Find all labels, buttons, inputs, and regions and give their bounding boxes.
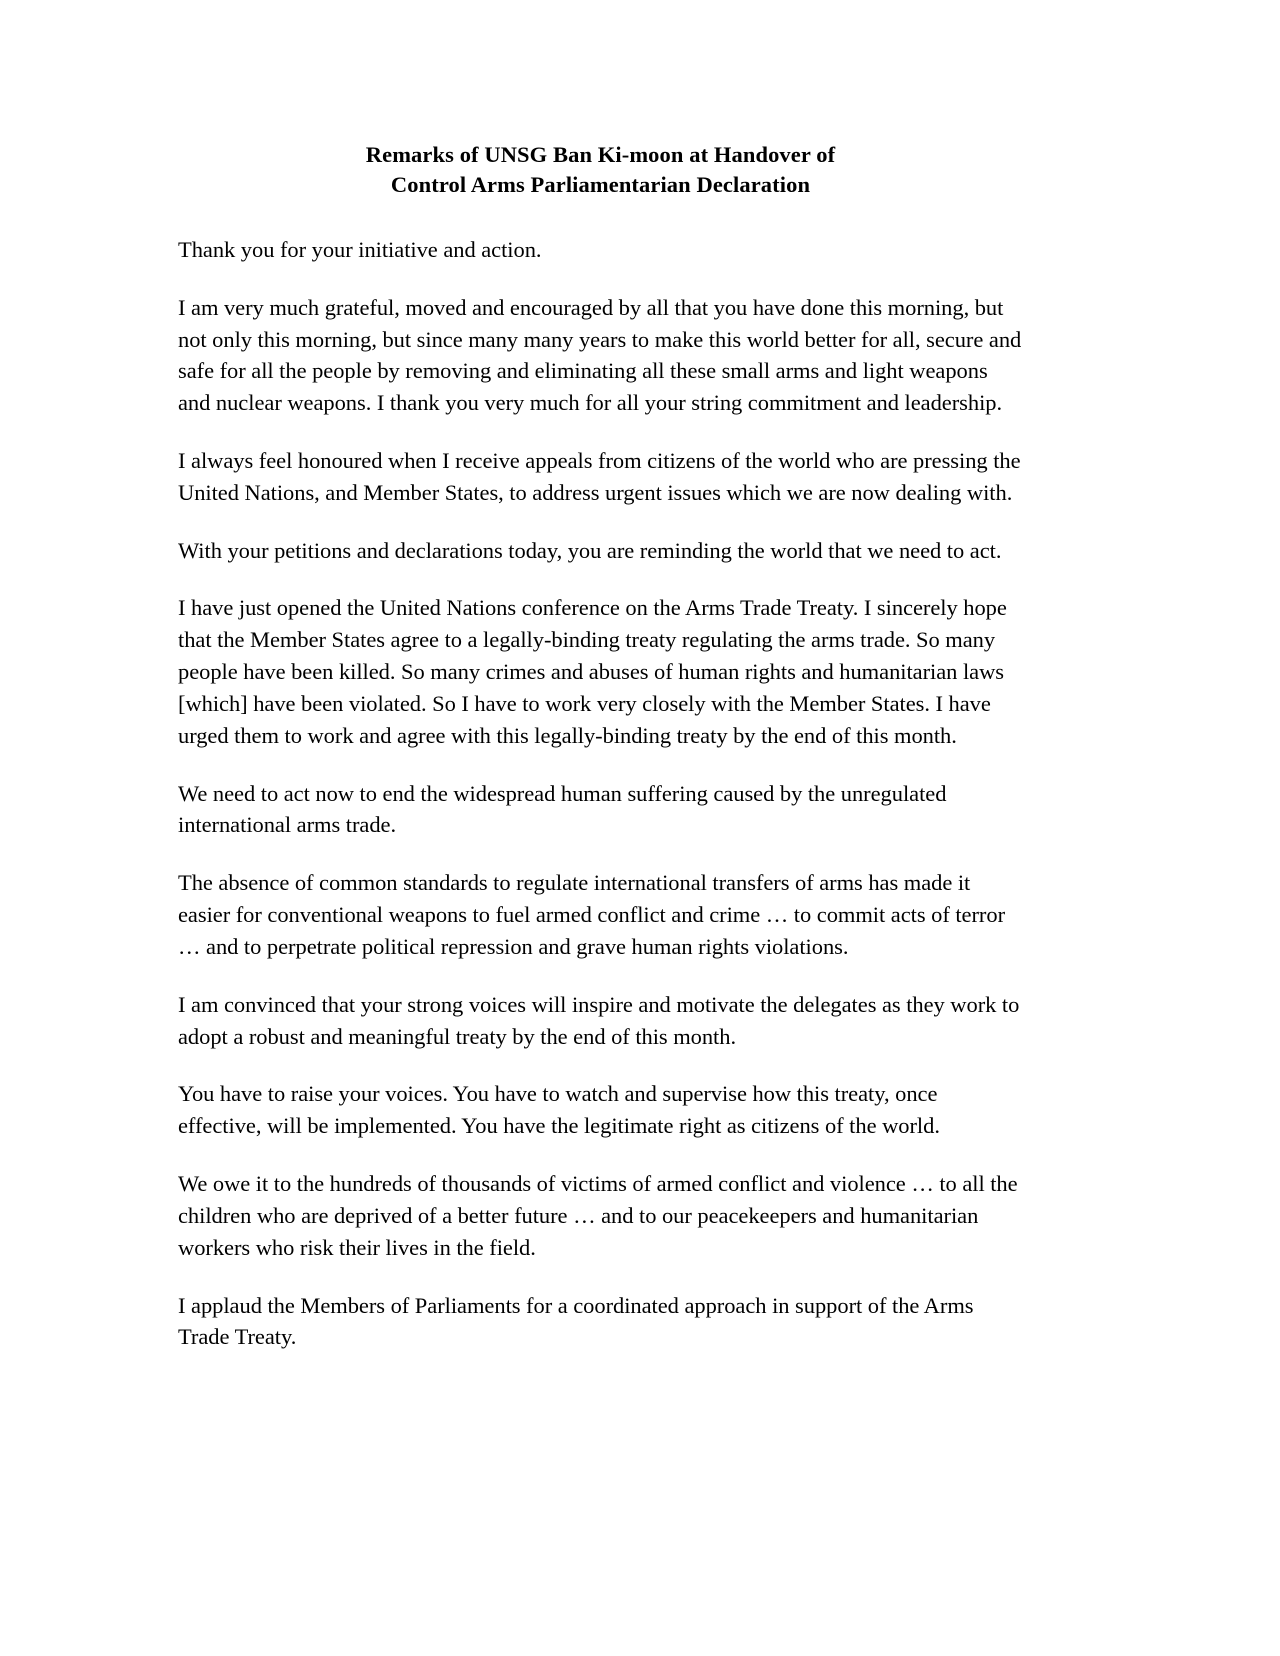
paragraph-9: You have to raise your voices. You have to watch and supervise how this treaty, once effective, will be implemented. You have the legitimate right as citizens of the world. — [178, 1081, 940, 1139]
paragraph-10: We owe it to the hundreds of thousands of victims of armed conflict and violence … to all the children who are deprived of a better future … and to our peacekeepers and humanitarian workers who risk their lives in the field. — [178, 1171, 1018, 1260]
paragraph-6: We need to act now to end the widespread human suffering caused by the unregulated international arms trade. — [178, 780, 947, 838]
document-content — [178, 140, 1023, 1353]
paragraph-1: Thank you for your initiative and action. — [178, 236, 542, 262]
title-line-2: Control Arms Parliamentarian Declaration — [390, 171, 811, 197]
paragraph-4: With your petitions and declarations today, you are reminding the world that we need to act. — [178, 537, 1002, 563]
paragraph-11: I applaud the Members of Parliaments for a coordinated approach in support of the Arms Trade Treaty. — [178, 1292, 974, 1350]
paragraph-2: I am very much grateful, moved and encouraged by all that you have done this morning, but not only this morning, but since many many years to make this world better for all, secure and safe for all the people by removing and eliminating all these small arms and light weapons and nuclear weapons. I thank you very much for all your string commitment and leadership. — [178, 294, 1022, 416]
paragraph-3: I always feel honoured when I receive appeals from citizens of the world who are pressing the United Nations, and Member States, to address urgent issues which we are now dealing with. — [178, 447, 1021, 505]
document-body — [178, 234, 1023, 1353]
paragraph-5: I have just opened the United Nations conference on the Arms Trade Treaty. I sincerely hope that the Member States agree to a legally-binding treaty regulating the arms trade. So many people have been killed. So many crimes and abuses of human rights and humanitarian laws [which] have been violated. So I have to work very closely with the Member States. I have urged them to work and agree with this legally-binding treaty by the end of this month. — [178, 595, 1007, 748]
paragraph-7: The absence of common standards to regulate international transfers of arms has made it easier for conventional weapons to fuel armed conflict and crime … to commit acts of terror … and to perpetrate political repression and grave human rights violations. — [178, 870, 1006, 959]
title-line-1: Remarks of UNSG Ban Ki-moon at Handover of — [365, 142, 836, 167]
paragraph-8: I am convinced that your strong voices will inspire and motivate the delegates as they work to adopt a robust and meaningful treaty by the end of this month. — [178, 991, 1020, 1049]
page-title — [178, 140, 1023, 200]
